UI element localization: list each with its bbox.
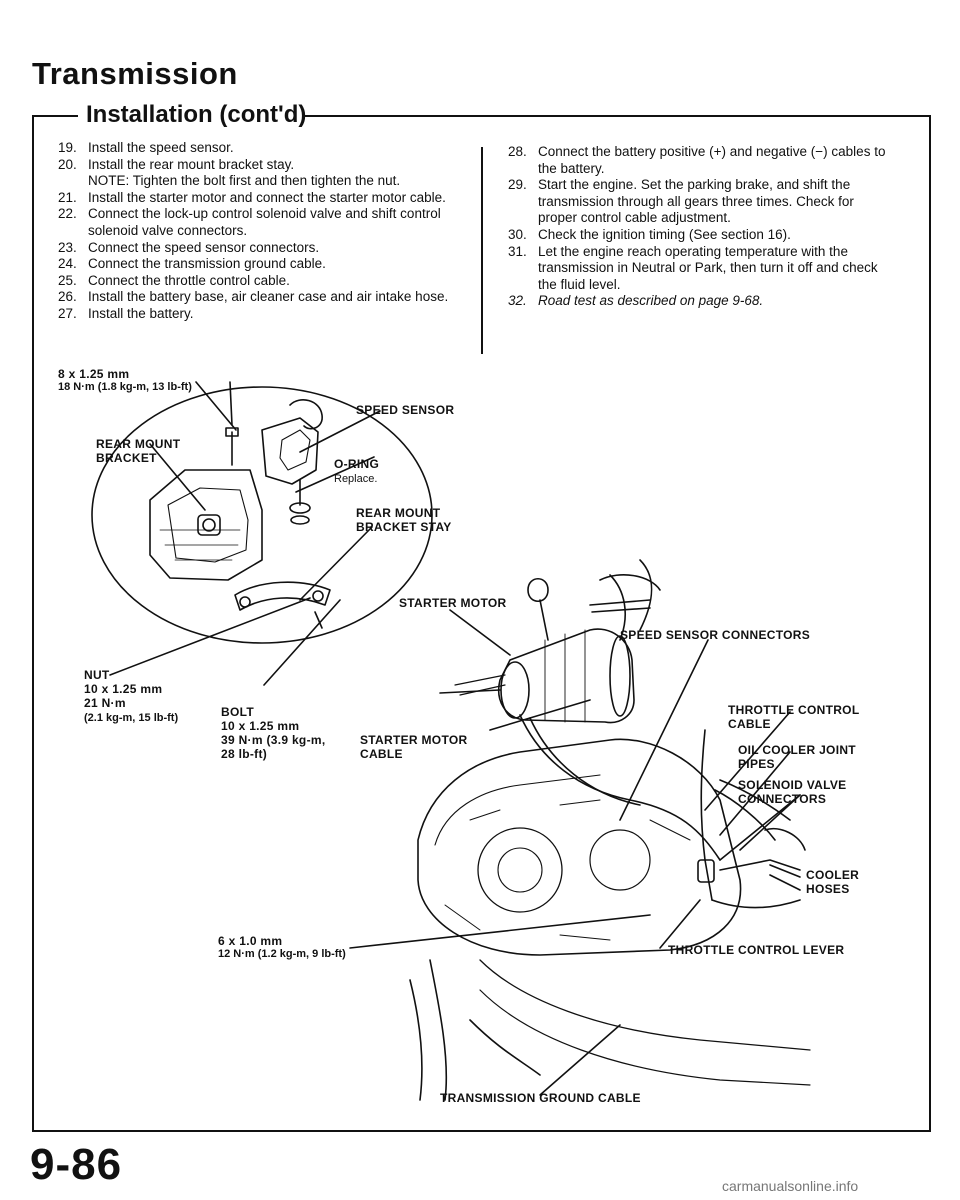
label-o-ring: O-RING Replace.: [334, 457, 380, 485]
step-item: 21. Install the starter motor and connect the starter motor cable.: [58, 189, 446, 205]
label-bolt: BOLT 10 x 1.25 mm 39 N·m (3.9 kg-m, 28 lb-ft): [221, 705, 326, 761]
label-bolt-top-torque: 18 N·m (1.8 kg-m, 13 lb-ft): [58, 381, 192, 393]
label-nut: NUT 10 x 1.25 mm 21 N·m (2.1 kg-m, 15 lb-ft): [84, 668, 179, 724]
section-subtitle: Installation (cont'd): [86, 101, 307, 128]
label-rear-mount-stay: REAR MOUNT BRACKET STAY: [356, 506, 452, 534]
label-speed-sensor: SPEED SENSOR: [356, 403, 455, 417]
step-item: 30. Check the ignition timing (See section 16).: [508, 226, 791, 242]
label-starter-motor: STARTER MOTOR: [399, 596, 507, 610]
step-item: 19. Install the speed sensor.: [58, 140, 234, 155]
label-bolt-top-size: 8 x 1.25 mm: [58, 367, 130, 381]
watermark-text: carmanualsonline.info: [722, 1178, 859, 1194]
page-title: Transmission: [32, 56, 238, 91]
label-oil-cooler-joint-pipes: OIL COOLER JOINT PIPES: [738, 743, 856, 771]
speed-sensor-drawing: [262, 418, 318, 484]
step-item: 26. Install the battery base, air cleaner case and air intake hose.: [58, 289, 449, 305]
page-number: 9-86: [30, 1140, 123, 1189]
step-item: 27. Install the battery.: [58, 305, 194, 321]
step-item: 32. Road test as described on page 9-68.: [508, 293, 764, 309]
step-note: NOTE: Tighten the bolt first and then tighten the nut.: [88, 173, 401, 189]
step-item: 28. Connect the battery positive (+) and negative (−) cables to the battery.: [508, 144, 886, 176]
step-item: 24. Connect the transmission ground cable.: [58, 256, 326, 272]
label-throttle-control-cable: THROTTLE CONTROL CABLE: [728, 703, 860, 731]
step-item: 22. Connect the lock-up control solenoid valve and shift control solenoid valve connectors.: [58, 206, 441, 238]
label-cooler-hoses: COOLER HOSES: [806, 868, 860, 896]
step-item: 23. Connect the speed sensor connectors.: [58, 239, 320, 255]
label-bolt-bottom-size: 6 x 1.0 mm: [218, 934, 283, 948]
label-speed-sensor-connectors: SPEED SENSOR CONNECTORS: [620, 628, 811, 642]
step-item: 25. Connect the throttle control cable.: [58, 272, 290, 288]
rear-mount-bracket-drawing: [150, 470, 262, 580]
label-starter-motor-cable: STARTER MOTOR CABLE: [360, 733, 468, 761]
label-solenoid-valve-connectors: SOLENOID VALVE CONNECTORS: [738, 778, 847, 806]
label-rear-mount-bracket: REAR MOUNT BRACKET: [96, 437, 181, 465]
label-throttle-control-lever: THROTTLE CONTROL LEVER: [668, 943, 845, 957]
step-item: 29. Start the engine. Set the parking brake, and shift the transmission through all gears three times. Check for proper control cable adjustment.: [508, 177, 854, 226]
bolt-drawing: [226, 428, 238, 465]
label-bolt-bottom-torque: 12 N·m (1.2 kg-m, 9 lb-ft): [218, 948, 346, 960]
step-item: 20. Install the rear mount bracket stay. NOTE: Tighten the bolt first and then tighten the nut.: [58, 156, 401, 189]
label-transmission-ground-cable: TRANSMISSION GROUND CABLE: [440, 1091, 641, 1105]
step-item: 31. Let the engine reach operating temperature with the transmission in Neutral or Park, then turn it off and check the fluid level.: [508, 243, 878, 292]
